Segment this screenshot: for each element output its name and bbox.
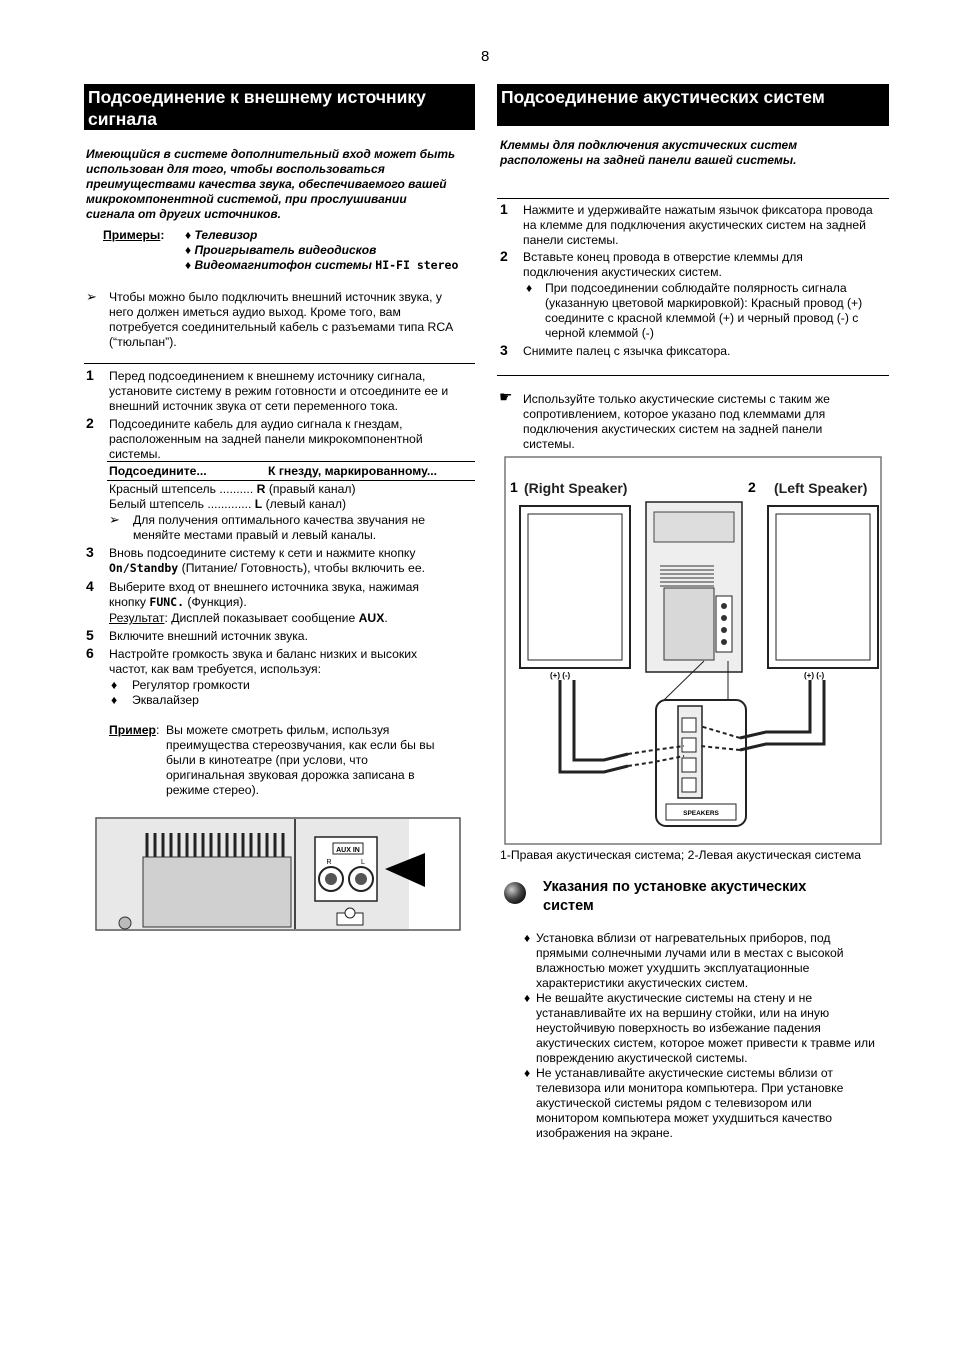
list-item [111,693,117,708]
result-line: Результат: Дисплей показывает сообщение AUX. [109,611,388,625]
left-step-6: Настройте громкость звука и баланс низких и высоких частот, как вам требуется, используя: [109,647,418,676]
pointing-hand-icon: ☛ [499,389,513,406]
step-number: 3 [500,342,508,358]
sphere-bullet-icon [502,880,528,906]
left-section-header: Подсоединение к внешнему источнику сигнала [84,84,475,130]
table-header-right: К гнезду, маркированному... [268,464,438,478]
figure-caption: 1-Правая акустическая система; 2-Левая акустическая система [500,848,862,862]
arrow-right-icon: ➢ [109,512,120,527]
speakers-terminal-label: SPEAKERS [683,810,719,817]
step-number: 1 [86,367,94,383]
divider [497,198,889,199]
example-item: ♦ Телевизор [185,228,258,242]
right-step-2-sub: При подсоединении соблюдайте полярность сигнала (указанную цветовой маркировкой): Красный провод (+) соедините с красной клеммой (+) и черный провод (-) с черной клеммой (-) [545,281,863,340]
install-bullet: Не устанавливайте акустические системы вблизи от телевизора или монитора компьютера. При установке акустической системы рядом с телевизором или монитором компьютера может ухудшиться качество изображения на экране. [536,1066,844,1140]
left-step-1: Перед подсоединением к внешнему источнику сигнала, установите систему в режим готовности и отсоедините ее и внешний источник звука от сети переменного тока. [109,369,449,413]
step-number: 5 [86,627,94,643]
example-label: Пример: [109,723,160,737]
divider [497,375,889,376]
left-step-3: Вновь подсоедините систему к сети и нажмите кнопку On/Standby (Питание/ Готовность), чтобы включить ее. [109,546,425,575]
svg-text:(+) (-): (+) (-) [804,671,825,680]
left-step-5: Включите внешний источник звука. [109,629,308,643]
step-number: 4 [86,578,94,594]
diamond-bullet-icon: ♦ [185,258,195,272]
install-bullet: Установка вблизи от нагревательных приборов, под прямыми солнечными лучами или в местах с высокой влажностью может ухудшить эксплуатационные характеристики акустических систем. [536,931,844,990]
right-intro: Клеммы для подключения акустических систем расположены на задней панели вашей системы. [500,138,798,167]
list-item [111,678,117,693]
right-step-1: Нажмите и удерживайте нажатым язычок фиксатора провода на клемме для подключения акустических систем на задней панели системы. [523,203,873,247]
figure-number-1: 1 [510,479,518,495]
right-step-3: Снимите палец с язычка фиксатора. [523,344,731,358]
aux-r-label: R [326,859,332,866]
left-step-2: Подсоедините кабель для аудио сигнала к гнездам, расположенным на задней панели микрокомпонентной системы. [109,417,423,461]
aux-in-figure [95,817,461,931]
speaker-connection-figure [504,456,882,845]
diamond-bullet-icon: ♦ [526,281,533,295]
list-item-text: Регулятор громкости [132,678,250,692]
table-note: Для получения оптимального качества звучания не меняйте местами правый и левый каналы. [133,513,426,542]
installation-subheader: Указания по установке акустических систем [543,879,807,914]
table-row: Красный штепсель .......... R (правый канал) [109,482,356,496]
right-note: Используйте только акустические системы с таким же сопротивлением, которое указано под клеммами для подключения акустических систем на задней панели системы. [523,392,830,451]
left-step-4: Выберите вход от внешнего источника звука, нажимая кнопку FUNC. (Функция). [109,580,420,609]
on-standby-label: On/Standby [109,561,179,575]
left-note: Чтобы можно было подключить внешний источник звука, у него должен иметься аудио выход. Кроме того, вам потребуется соединительный кабель с разъемами типа RCA (“тюльпан”). [109,290,453,349]
diamond-bullet-icon: ♦ [111,678,118,692]
right-speaker-label: (Right Speaker) [524,480,628,496]
install-bullet: Не вешайте акустические системы на стену и не устанавливайте их на вершину стойки, или на иную неустойчивую поверхность во избежание падения акустических систем, которое может привести к травме или повреждению акустической системы. [536,991,875,1065]
step-number: 6 [86,645,94,661]
right-step-2: Вставьте конец провода в отверстие клеммы для подключения акустических систем. [523,250,803,279]
aux-l-label: L [361,859,365,866]
page-number: 8 [481,48,490,65]
example-item: ♦ Видеомагнитофон системы HI-FI stereo [185,258,459,272]
diamond-bullet-icon: ♦ [524,991,531,1005]
diamond-bullet-icon: ♦ [524,1066,531,1080]
arrow-right-icon: ➢ [86,289,97,304]
svg-text:(+) (-): (+) (-) [550,671,571,680]
table-header-rule [107,480,475,481]
diamond-bullet-icon: ♦ [524,931,531,945]
table-top-rule [107,461,475,462]
examples-list [185,228,475,273]
figure-number-2: 2 [748,479,756,495]
table-row: Белый штепсель ............. L (левый канал) [109,497,347,511]
list-item-text: Эквалайзер [132,693,199,707]
step-number: 2 [86,415,94,431]
left-intro: Имеющийся в системе дополнительный вход может быть использован для того, чтобы воспользоваться преимуществами качества звука, обеспечиваемого вашей микрокомпонентной системой, при прослушивании сигнала от других источников. [86,147,456,221]
func-label: FUNC. [149,595,185,609]
divider [84,363,475,364]
aux-in-label: AUX IN [336,847,360,854]
table-header-left: Подсоедините... [109,464,207,478]
example-text: Вы можете смотреть фильм, используя преимущества стереозвучания, как если бы вы были в кинотеатре (при услови, что оригинальная звуковая дорожка записана в режиме стерео). [166,723,435,797]
step-number: 1 [500,201,508,217]
step-number: 3 [86,544,94,560]
example-item: ♦ Проигрыватель видеодисков [185,243,377,257]
right-section-header: Подсоединение акустических систем [497,84,889,126]
diamond-bullet-icon: ♦ [111,693,118,707]
diamond-bullet-icon: ♦ [185,243,195,257]
step-number: 2 [500,248,508,264]
examples-label: Примеры: [103,228,165,242]
left-speaker-label: (Left Speaker) [774,480,868,496]
diamond-bullet-icon: ♦ [185,228,195,242]
